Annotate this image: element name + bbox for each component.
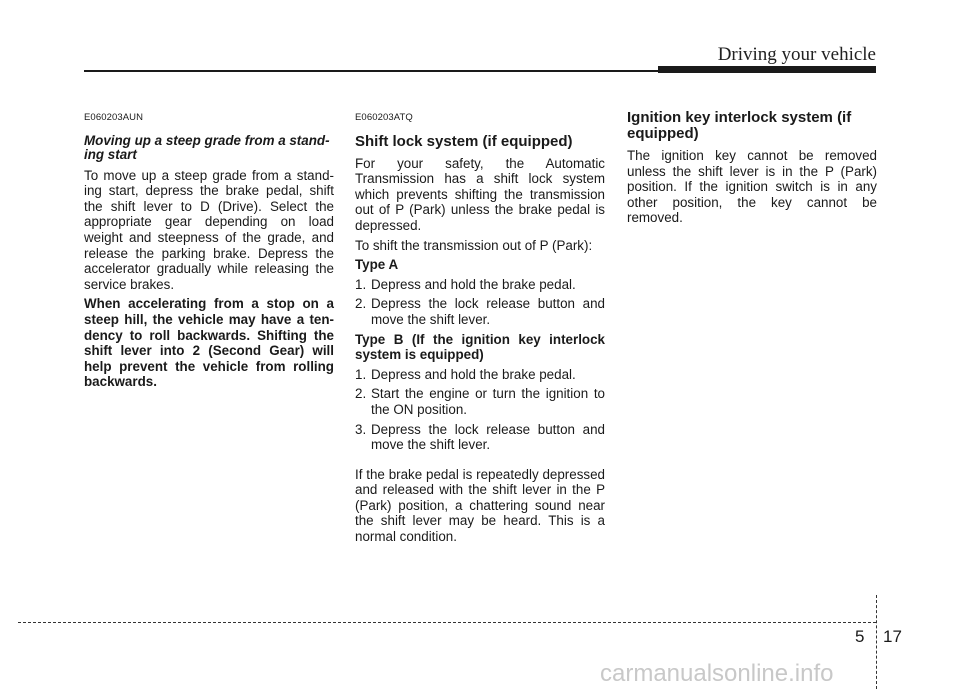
heading-ignition-interlock: Ignition key interlock system (if equipped): [627, 109, 852, 142]
subheading-steep-grade: Moving up a steep grade from a stand-ing start: [84, 132, 330, 163]
list-item: [355, 367, 605, 383]
section-code: E060203AUN: [84, 112, 144, 123]
list-item: [355, 422, 605, 453]
header-rule: [84, 70, 664, 72]
page-number: 17: [883, 627, 902, 646]
paragraph-ignition-interlock: The ignition key cannot be removed unless the shift lever is in the P (Park) position. If the ignition switch is in any other position, the key cannot be removed.: [627, 148, 877, 226]
watermark: carmanualsonline.info: [600, 660, 834, 687]
list-item: [355, 277, 605, 293]
step-text: Depress the lock release button and move the shift lever.: [371, 421, 605, 453]
section-code: E060203ATQ: [355, 112, 413, 123]
paragraph-steep-grade: To move up a steep grade from a stand-ing start, depress the brake pedal, shift the shift lever to D (Drive). Select the appropriate gear depending on load weight and steepness of the grade, and release the parking brake. Depress the accelerator gradually while releasing the service brakes.: [84, 167, 334, 292]
step-number: 3.: [355, 421, 367, 437]
step-text: Depress and hold the brake pedal.: [371, 366, 576, 382]
type-a-label: Type A: [355, 257, 399, 273]
footer-divider: [876, 595, 877, 689]
column-left: [84, 110, 334, 394]
type-b-label: Type B (If the ignition key interlock system is equipped): [355, 331, 605, 363]
footer-rule: [18, 622, 876, 623]
step-text: Start the engine or turn the ignition to the ON position.: [371, 386, 605, 417]
chapter-number: 5: [855, 627, 865, 646]
column-right: [627, 110, 877, 230]
header-rule-accent: [658, 66, 876, 73]
section-title: Driving your vehicle: [717, 44, 876, 65]
step-number: 2.: [355, 386, 367, 402]
step-text: Depress and hold the brake pedal.: [371, 276, 576, 292]
paragraph-shift-lock-intro: For your safety, the Automatic Transmission has a shift lock system which prevents shifting the transmission out of P (Park) unless the brake pedal is depressed.: [355, 155, 605, 233]
step-number: 1.: [355, 276, 367, 292]
spacer: [355, 457, 605, 467]
list-item: [355, 296, 605, 327]
step-number: 1.: [355, 366, 367, 382]
list-item: [355, 386, 605, 417]
step-text: Depress the lock release button and move the shift lever.: [371, 296, 605, 327]
heading-shift-lock: Shift lock system (if equipped): [355, 132, 573, 150]
paragraph-note: If the brake pedal is repeatedly depressed and released with the shift lever in the P (Park) position, a chattering sound near the shift lever may be heard. This is a normal condition.: [355, 466, 605, 545]
step-number: 2.: [355, 296, 367, 312]
paragraph-shift-instruction: To shift the transmission out of P (Park):: [355, 237, 593, 253]
column-middle: [355, 110, 605, 549]
warning-paragraph: When accelerating from a stop on a steep hill, the vehicle may have a ten-dency to roll backwards. Shifting the shift lever into 2 (Second Gear) will help prevent the vehicle from rolling backwards.: [84, 296, 334, 390]
